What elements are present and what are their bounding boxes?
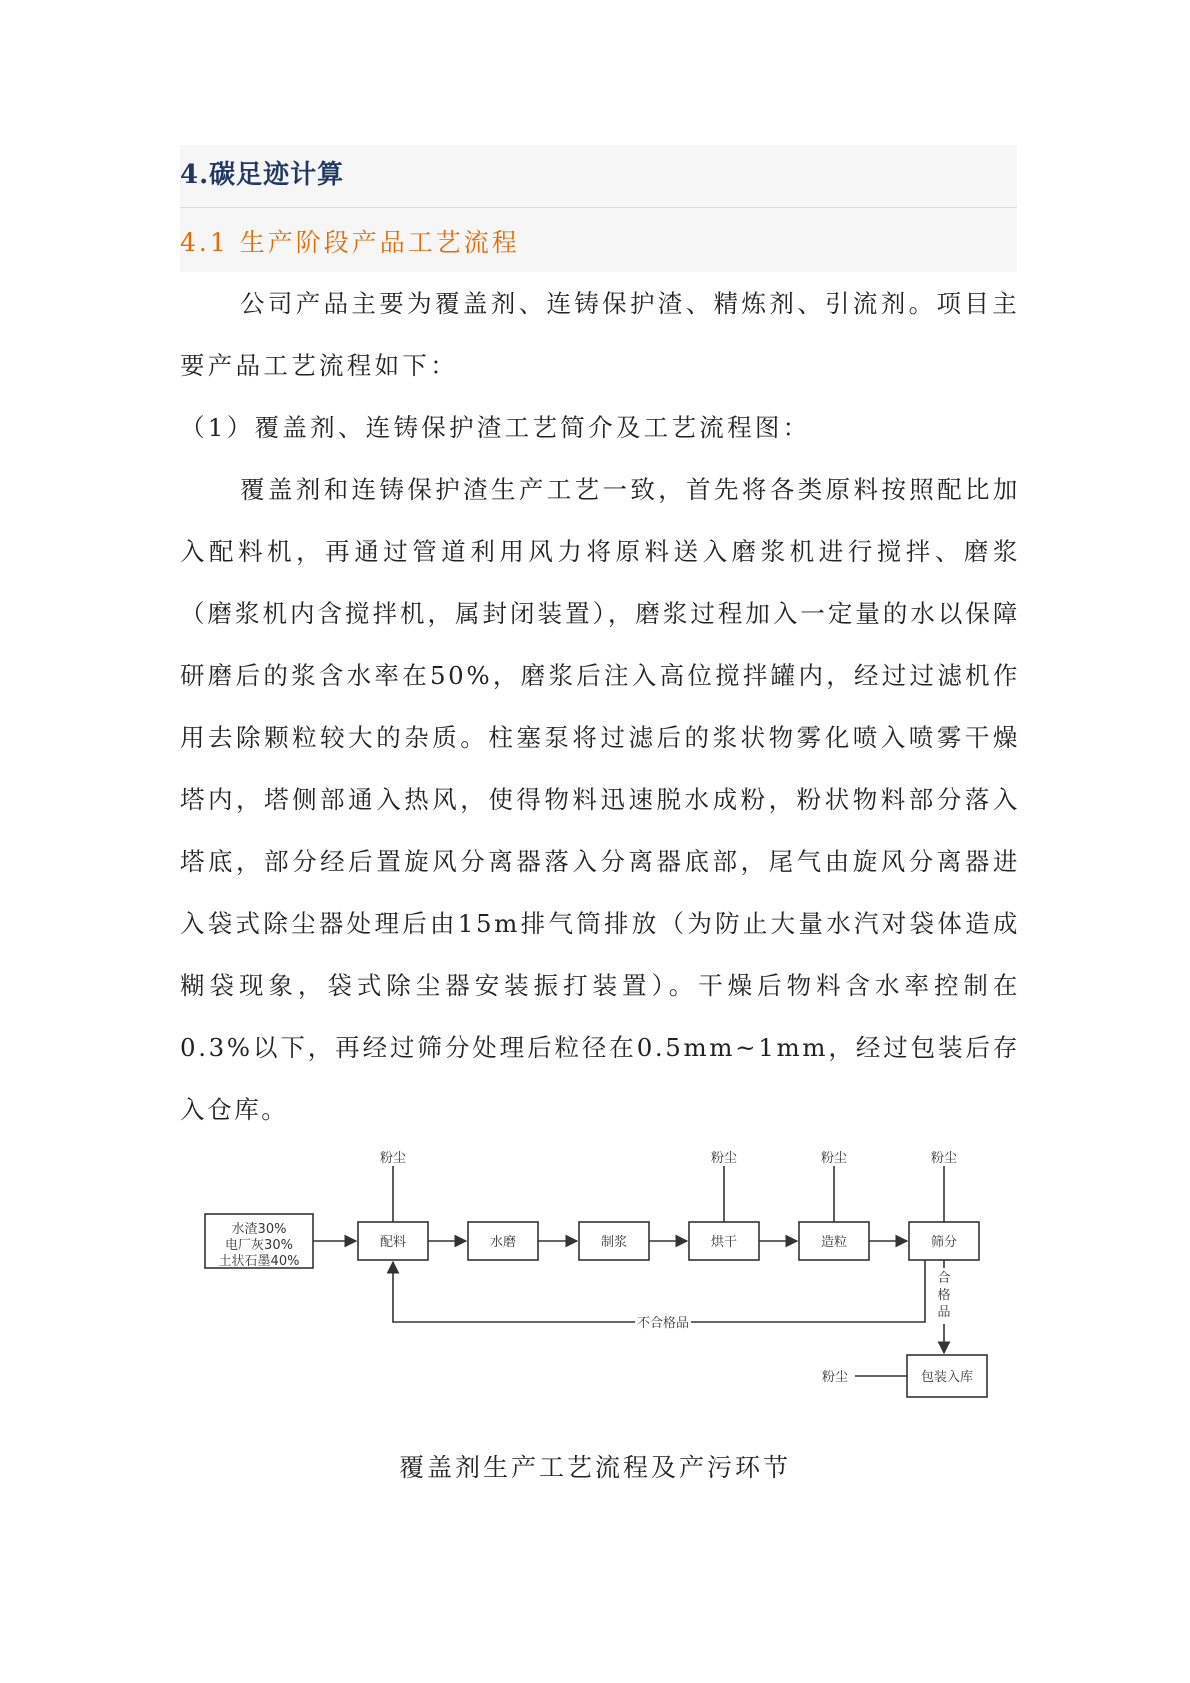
step-label: 制浆: [600, 1235, 628, 1250]
dust-label: 粉尘: [821, 1370, 849, 1385]
intro-paragraph: 公司产品主要为覆盖剂、连铸保护渣、精炼剂、引流剂。项目主要产品工艺流程如下：: [180, 289, 1020, 380]
reject-label: 不合格品: [636, 1316, 690, 1331]
step-label: 配料: [379, 1235, 407, 1250]
step-label: 造粒: [820, 1235, 848, 1250]
raw-material-2: 电厂灰30%: [225, 1238, 293, 1253]
process-paragraph: 覆盖剂和连铸保护渣生产工艺一致，首先将各类原料按照配比加入配料机，再通过管道利用风力将原料送入磨浆机进行搅拌、磨浆（磨浆机内含搅拌机，属封闭装置），磨浆过程加入一定量的水以保障研磨后的浆含水率在50%，磨浆后注入高位搅拌罐内，经过过滤机作用去除颗粒较大的杂质。柱塞泵将过滤后的浆状物雾化喷入喷雾干燥塔内，塔侧部通入热风，使得物料迅速脱水成粉，粉状物料部分落入塔底，部分经后置旋风分离器落入分离器底部，尾气由旋风分离器进入袋式除尘器处理后由15m排气筒排放（为防止大量水汽对袋体造成糊袋现象，袋式除尘器安装振打装置）。干燥后物料含水率控制在0.3%以下，再经过筛分处理后粒径在0.5mm~1mm，经过包装后存入仓库。: [180, 475, 1020, 1124]
packing-label: 包装入库: [920, 1370, 974, 1385]
qualified-label: 品: [937, 1305, 951, 1320]
step-label: 筛分: [930, 1235, 958, 1250]
process-flow-diagram: [195, 1110, 995, 1400]
step-label: 烘干: [710, 1235, 738, 1250]
dust-label: 粉尘: [379, 1151, 407, 1166]
step-label: 水磨: [489, 1235, 517, 1250]
reject-loop-arrow: [393, 1260, 925, 1322]
subsection-heading: 4.1 生产阶段产品工艺流程: [180, 228, 520, 257]
raw-material-1: 水渣30%: [231, 1222, 287, 1237]
dust-label: 粉尘: [820, 1151, 848, 1166]
dust-label: 粉尘: [930, 1151, 958, 1166]
section-heading: 4.碳足迹计算: [180, 160, 345, 190]
figure-caption: 覆盖剂生产工艺流程及产污环节: [398, 1453, 791, 1482]
qualified-label: 格: [937, 1288, 951, 1303]
raw-material-3: 土状石墨40%: [218, 1254, 300, 1269]
dust-label: 粉尘: [710, 1151, 738, 1166]
qualified-label: 合: [937, 1271, 951, 1286]
item-heading: （1）覆盖剂、连铸保护渣工艺简介及工艺流程图：: [180, 413, 811, 442]
